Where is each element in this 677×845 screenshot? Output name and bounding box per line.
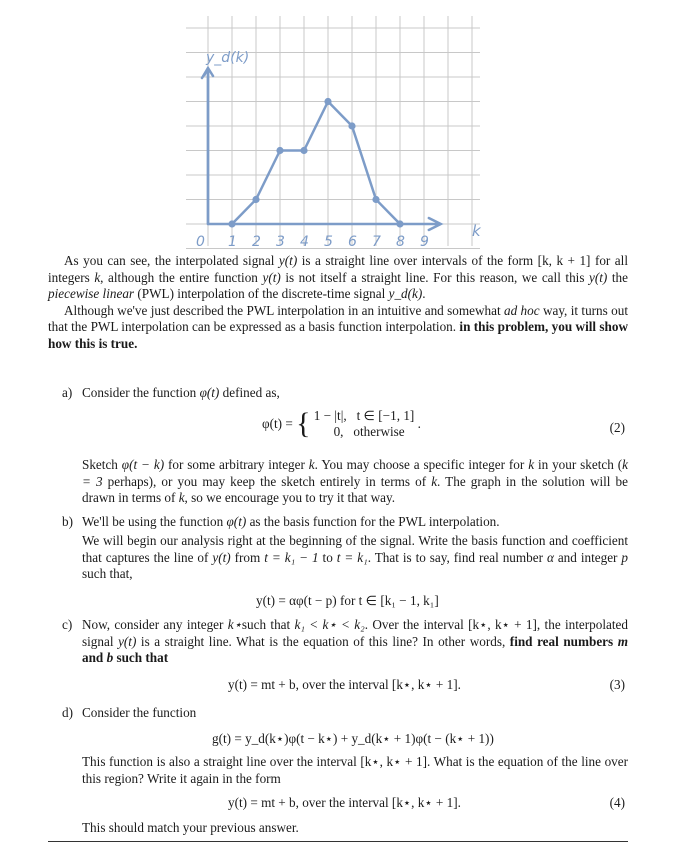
y-axis-arrow (202, 68, 213, 224)
tick-label: 3 (276, 234, 285, 250)
sample-point (276, 147, 283, 154)
sample-point (396, 220, 403, 227)
part-c-label: c) (62, 617, 73, 632)
sample-point (372, 196, 379, 203)
tick-label: 1 (228, 234, 237, 250)
sample-point (252, 196, 259, 203)
tick-label: 6 (348, 234, 357, 250)
signal-line (232, 102, 400, 225)
part-c: c) Now, consider any integer k⋆such that k₁ < k⋆ < k₂. Over the interval [k⋆, k⋆ + 1], the interpolated signal y(t) is a straight line. What is the equation of this line? In other words, find real numbers m and b such that (62, 617, 628, 665)
tick-label: 5 (324, 234, 333, 250)
part-a: a) Consider the function φ(t) defined as, (62, 385, 280, 400)
part-a-sketch-text: Sketch φ(t − k) for some arbitrary integer k. You may choose a specific integer for k in your sketch (k = 3 perhaps), or you may keep the sketch entirely in terms of k. The graph in the solution will be drawn in terms of k, so we encourage you to try it that way. (82, 457, 628, 505)
signal-sketch-figure (180, 10, 490, 255)
part-d-body: This function is also a straight line over the interval [k⋆, k⋆ + 1]. What is the equation of the line over this region? Write it again in the form (82, 754, 628, 786)
part-d-equation: y(t) = mt + b, over the interval [k⋆, k⋆ + 1]. (228, 795, 461, 810)
tick-label: 2 (252, 234, 261, 250)
eq-number-2: (2) (609, 420, 625, 435)
intro-paragraph-1: As you can see, the interpolated signal y(t) is a straight line over intervals of the form [k, k + 1] for all integers k, although the entire function y(t) is not itself a straight line. For this reason, we call this y(t) the piecewise linear (PWL) interpolation of the discrete-time signal y_d(k). (48, 253, 628, 301)
intro-paragraph-2: Although we've just described the PWL interpolation in an intuitive and somewhat ad hoc way, it turns out that the PWL interpolation can be expressed as a basis function interpolation. in this problem, you will show how this is true. (48, 302, 628, 351)
part-b-equation: y(t) = αφ(t − p) for t ∈ [k₁ − 1, k₁] (256, 593, 439, 608)
tick-label: 4 (300, 234, 309, 250)
sample-point (324, 98, 331, 105)
eq-number-3: (3) (609, 677, 625, 692)
tick-label: 8 (396, 234, 405, 250)
eq-number-4: (4) (609, 795, 625, 810)
sample-point (300, 147, 307, 154)
tick-label: 0 (196, 234, 205, 250)
x-axis (208, 218, 441, 230)
sample-point (228, 220, 235, 227)
tick-label: 7 (372, 234, 381, 250)
part-a-label: a) (62, 385, 73, 400)
tick-label: 9 (420, 234, 429, 250)
part-b: b) We'll be using the function φ(t) as the basis function for the PWL interpolation. (62, 514, 500, 529)
sample-point (348, 122, 355, 129)
part-b-label: b) (62, 514, 73, 529)
part-d-closing: This should match your previous answer. (82, 820, 299, 835)
part-d: d) Consider the function (62, 705, 197, 720)
intro-text (48, 253, 628, 352)
sketch-ink (196, 68, 441, 250)
page-bottom-rule (48, 841, 628, 842)
part-c-equation: y(t) = mt + b, over the interval [k⋆, k⋆ + 1]. (228, 677, 461, 692)
part-d-g-equation: g(t) = y_d(k⋆)φ(t − k⋆) + y_d(k⋆ + 1)φ(t − (k⋆ + 1)) (212, 731, 494, 746)
y-axis-label: y_d(k) (206, 50, 250, 66)
part-b-body: We will begin our analysis right at the beginning of the signal. Write the basis function and coefficient that captures the line of y(t) from t = k₁ − 1 to t = k₁. That is to say, find real number α and integer p such that, (82, 533, 628, 581)
part-d-label: d) (62, 705, 73, 720)
x-axis-label: k (472, 222, 481, 240)
phi-definition-equation: φ(t) = { 1 − |t|, t ∈ [−1, 1] 0, otherwise . (262, 407, 421, 440)
